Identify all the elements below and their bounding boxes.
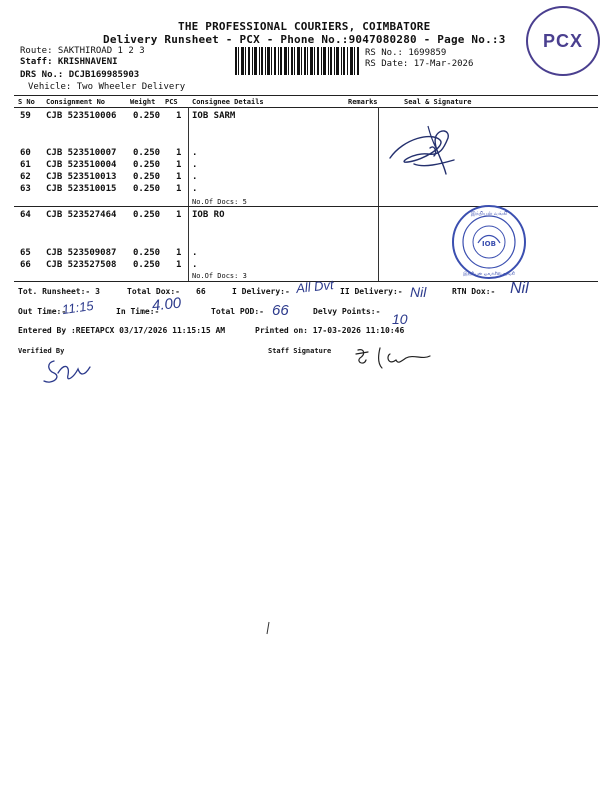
rtn-dox-label: RTN Dox:-	[452, 287, 496, 296]
out-time-label: Out Time:-	[18, 307, 67, 316]
row-weight: 0.250	[133, 148, 161, 158]
row-consignee: .	[192, 148, 198, 158]
vehicle-label: Vehicle: Two Wheeler Delivery	[28, 82, 186, 92]
row-consignee: IOB RO	[192, 210, 225, 220]
row-consignment: CJB 523510015	[46, 184, 117, 194]
verified-by-label: Verified By	[18, 347, 65, 355]
row-consignee: .	[192, 172, 198, 182]
row-consignment: CJB 523510004	[46, 160, 117, 170]
drs-number: DRS No.: DCJB169985903	[20, 70, 140, 80]
row-pcs: 1	[176, 111, 182, 121]
route-label: Route: SAKTHIROAD 1 2 3	[20, 46, 145, 56]
tot-runsheet: Tot. Runsheet:- 3	[18, 287, 100, 296]
pen-mark	[264, 620, 272, 636]
row-consignee: .	[192, 260, 198, 270]
in-time-handwritten: 4.00	[151, 294, 183, 315]
total-pod-label: Total POD:-	[211, 307, 264, 316]
col-consignment: Consignment No	[46, 98, 106, 106]
in-time-label: In Time:-	[116, 307, 160, 316]
row-sno: 65	[20, 248, 31, 258]
row-sno: 62	[20, 172, 31, 182]
staff-signature-label: Staff Signature	[268, 347, 332, 355]
table-header-rule	[14, 107, 598, 108]
row-sno: 66	[20, 260, 31, 270]
row-weight: 0.250	[133, 184, 161, 194]
delvy-points-handwritten: 10	[392, 311, 408, 327]
row-pcs: 1	[176, 148, 182, 158]
col-divider	[188, 107, 189, 281]
row-consignment: CJB 523527508	[46, 260, 117, 270]
ii-delivery-handwritten: Nil	[410, 284, 427, 300]
row-consignee: .	[192, 248, 198, 258]
col-pcs: PCS	[165, 98, 178, 106]
row-sno: 64	[20, 210, 31, 220]
row-pcs: 1	[176, 160, 182, 170]
row-pcs: 1	[176, 172, 182, 182]
i-delivery-label: I Delivery:-	[232, 287, 290, 296]
total-pod-handwritten: 66	[272, 302, 289, 319]
row-consignment: CJB 523527464	[46, 210, 117, 220]
row-weight: 0.250	[133, 210, 161, 220]
row-consignment: CJB 523510006	[46, 111, 117, 121]
row-sno: 60	[20, 148, 31, 158]
table-top-rule	[14, 95, 598, 96]
staff-signature	[352, 344, 472, 372]
row-consignee: .	[192, 184, 198, 194]
col-weight: Weight	[130, 98, 156, 106]
row-sno: 59	[20, 111, 31, 121]
seal-top-text: இந்தியன் வங்கி	[470, 211, 508, 217]
docs-count: No.Of Docs: 5	[192, 198, 247, 206]
docs-count: No.Of Docs: 3	[192, 272, 247, 280]
total-dox-label: Total Dox:-	[127, 287, 180, 296]
rtn-dox-handwritten: Nil	[510, 280, 529, 297]
bank-seal	[450, 203, 528, 281]
entered-by: Entered By :REETAPCX 03/17/2026 11:15:15 AM	[18, 326, 226, 335]
row-weight: 0.250	[133, 248, 161, 258]
row-sno: 63	[20, 184, 31, 194]
row-consignment: CJB 523510013	[46, 172, 117, 182]
staff-label: Staff: KRISHNAVENI	[20, 57, 118, 67]
row-weight: 0.250	[133, 111, 161, 121]
out-time-handwritten: 11:15	[61, 297, 95, 318]
col-remarks: Remarks	[348, 98, 378, 106]
row-pcs: 1	[176, 260, 182, 270]
rs-number: RS No.: 1699859	[365, 48, 447, 58]
pcx-stamp	[526, 6, 600, 76]
delvy-points-label: Delvy Points:-	[313, 307, 381, 316]
row-weight: 0.250	[133, 172, 161, 182]
row-pcs: 1	[176, 184, 182, 194]
col-consignee: Consignee Details	[192, 98, 264, 106]
printed-on: Printed on: 17-03-2026 11:10:46	[255, 326, 405, 335]
row-consignment: CJB 523510007	[46, 148, 117, 158]
total-dox-value: 66	[196, 287, 206, 296]
barcode	[233, 47, 361, 75]
row-weight: 0.250	[133, 260, 161, 270]
seal-mid-text: IOB	[482, 240, 496, 248]
runsheet-subtitle: Delivery Runsheet - PCX - Phone No.:9047080280 - Page No.:3	[103, 33, 506, 46]
row-sno: 61	[20, 160, 31, 170]
seal-bottom-text: இந்தியன் ஓவர்சீஸ் வங்கி	[463, 272, 515, 277]
row-pcs: 1	[176, 210, 182, 220]
row-consignee: .	[192, 160, 198, 170]
col-divider	[378, 107, 379, 281]
row-pcs: 1	[176, 248, 182, 258]
company-name: THE PROFESSIONAL COURIERS, COIMBATORE	[178, 20, 431, 33]
row-consignee: IOB SARM	[192, 111, 236, 121]
pcx-stamp-text: PCX	[542, 30, 583, 51]
ii-delivery-label: II Delivery:-	[340, 287, 403, 296]
col-sno: S No	[18, 98, 35, 106]
row-consignment: CJB 523509087	[46, 248, 117, 258]
i-delivery-handwritten: All Dvt	[295, 277, 335, 296]
verifier-signature	[40, 355, 96, 389]
row-weight: 0.250	[133, 160, 161, 170]
consignee-signature	[384, 118, 464, 190]
rs-date: RS Date: 17-Mar-2026	[365, 59, 474, 69]
col-seal: Seal & Signature	[404, 98, 472, 106]
